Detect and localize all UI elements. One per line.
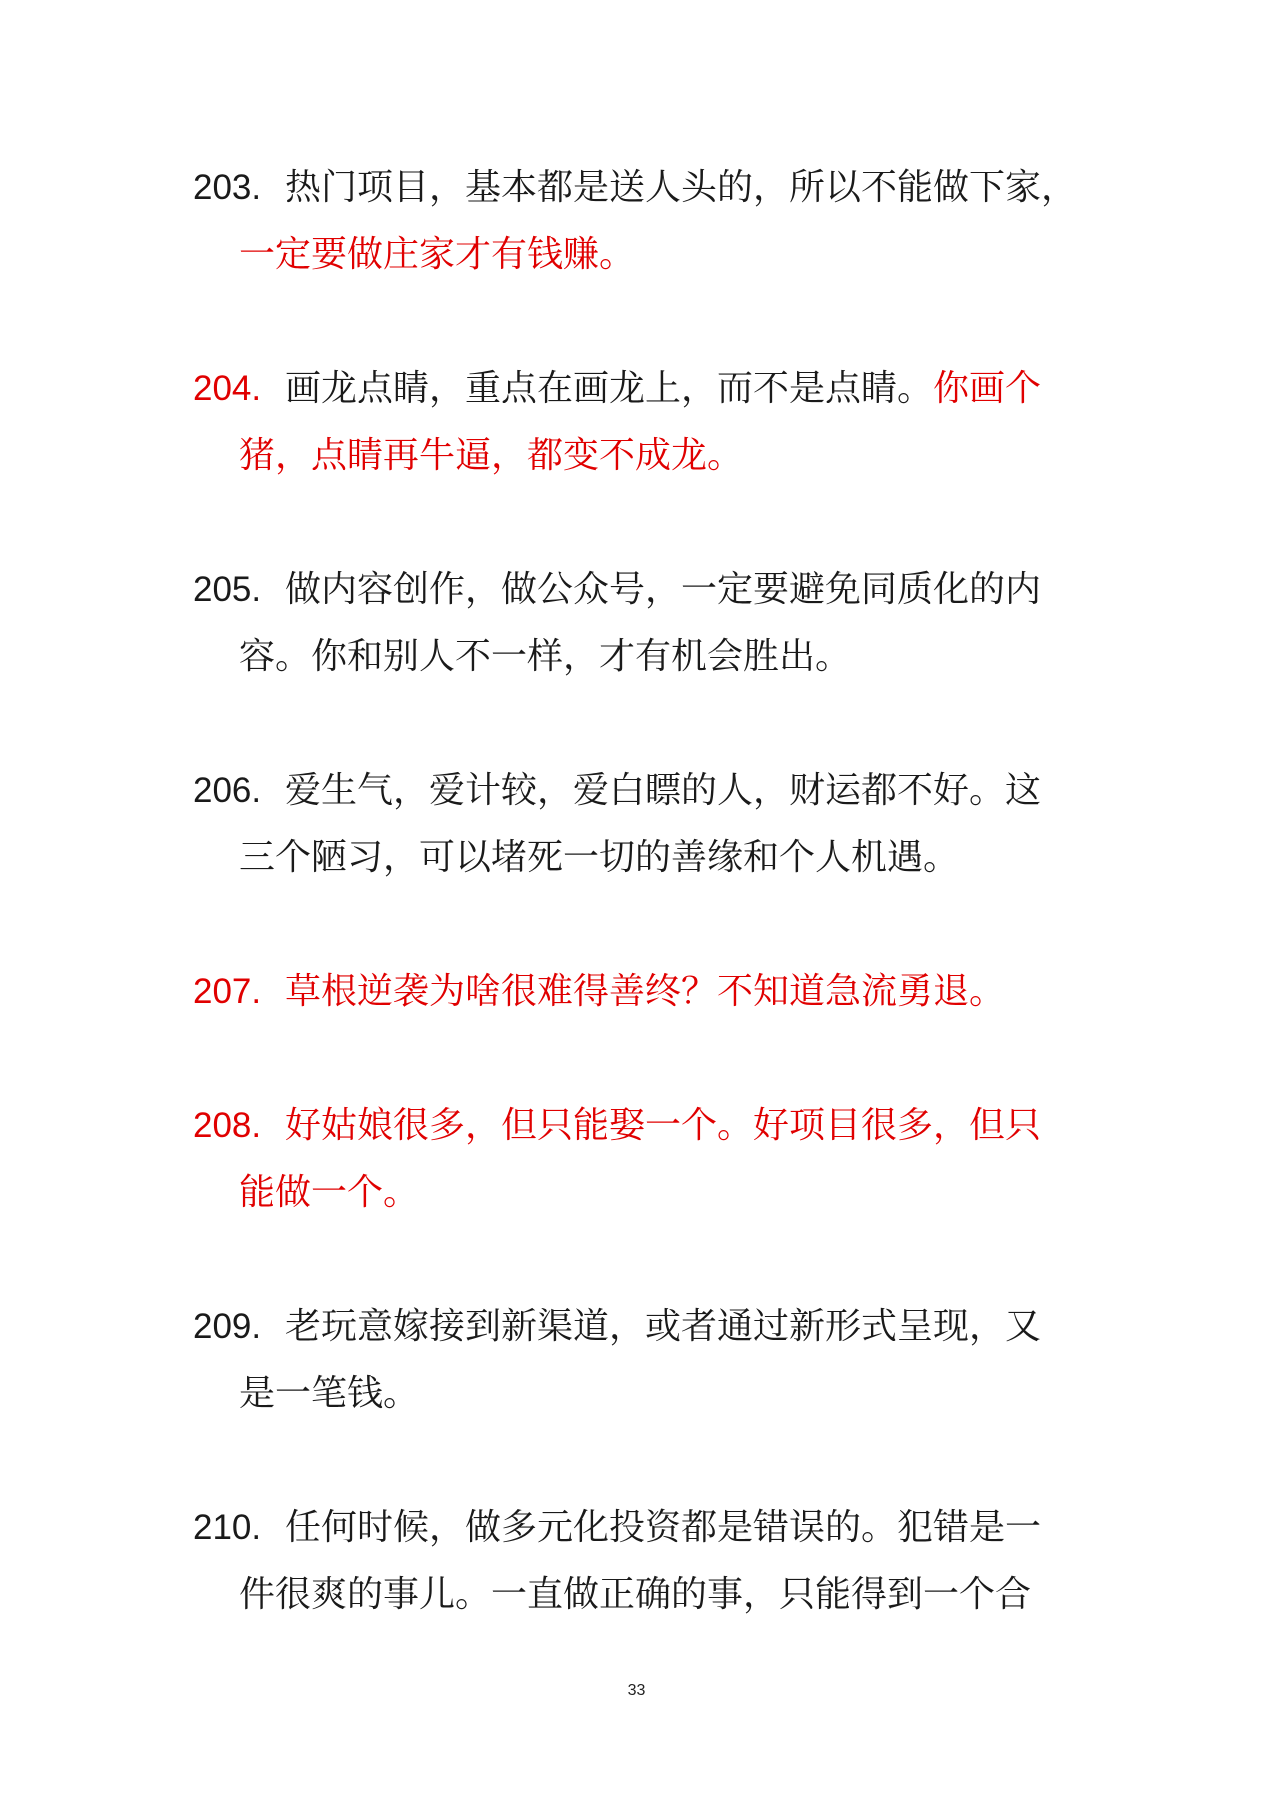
quote-text: 做内容创作，做公众号，一定要避免同质化的内	[285, 569, 1042, 610]
quote-number: 208.	[193, 1106, 262, 1145]
quote-line-2	[193, 221, 1093, 288]
quote-number: 207.	[193, 972, 262, 1011]
quote-item-205	[193, 556, 1093, 690]
quote-text: 件很爽的事儿。一直做正确的事，只能得到一个合	[239, 1574, 1032, 1615]
quote-line-1	[193, 556, 1093, 623]
page-number: 33	[627, 1682, 646, 1699]
quote-text: 画龙点睛，重点在画龙上，而不是点睛。	[285, 368, 934, 409]
quote-number: 203.	[193, 168, 262, 207]
quote-number: 206.	[193, 771, 262, 810]
quote-text-highlight: 你画个	[933, 368, 1042, 409]
quote-line-1	[193, 1494, 1093, 1561]
quote-line-2	[193, 1561, 1093, 1628]
quote-line-2	[193, 1159, 1093, 1226]
quote-line-1	[193, 757, 1093, 824]
quote-item-208	[193, 1092, 1093, 1226]
quote-line-1	[193, 958, 1093, 1025]
quote-line-2	[193, 422, 1093, 489]
quote-text: 老玩意嫁接到新渠道，或者通过新形式呈现，又	[285, 1306, 1042, 1347]
quote-text-highlight: 好姑娘很多，但只能娶一个。好项目很多，但只	[285, 1105, 1042, 1146]
quote-line-1	[193, 1293, 1093, 1360]
quote-text: 三个陋习，可以堵死一切的善缘和个人机遇。	[239, 837, 960, 878]
quote-line-2	[193, 623, 1093, 690]
quote-text: 是一笔钱。	[239, 1373, 420, 1414]
quote-item-203	[193, 154, 1093, 288]
quote-text: 任何时候，做多元化投资都是错误的。犯错是一	[285, 1507, 1042, 1548]
quote-text: 热门项目，基本都是送人头的，所以不能做下家，	[285, 167, 1078, 208]
quote-text-highlight: 草根逆袭为啥很难得善终？不知道急流勇退。	[285, 971, 1006, 1012]
quote-text: 爱生气，爱计较，爱白瞟的人，财运都不好。这	[285, 770, 1042, 811]
quote-number: 209.	[193, 1307, 262, 1346]
quote-number: 204.	[193, 369, 262, 408]
quote-number: 205.	[193, 570, 262, 609]
quote-line-2	[193, 824, 1093, 891]
quote-line-2	[193, 1360, 1093, 1427]
quote-number: 210.	[193, 1508, 262, 1547]
quote-line-1	[193, 355, 1093, 422]
quote-text: 容。你和别人不一样，才有机会胜出。	[239, 636, 852, 677]
quote-item-204	[193, 355, 1093, 489]
quote-line-1	[193, 1092, 1093, 1159]
quote-item-207	[193, 958, 1093, 1025]
quote-item-206	[193, 757, 1093, 891]
quote-text-highlight: 一定要做庄家才有钱赚。	[239, 234, 636, 275]
quote-item-210	[193, 1494, 1093, 1628]
quote-item-209	[193, 1293, 1093, 1427]
quote-text-highlight: 猪，点睛再牛逼，都变不成龙。	[239, 435, 744, 476]
quote-line-1	[193, 154, 1093, 221]
quote-text-highlight: 能做一个。	[239, 1172, 420, 1213]
